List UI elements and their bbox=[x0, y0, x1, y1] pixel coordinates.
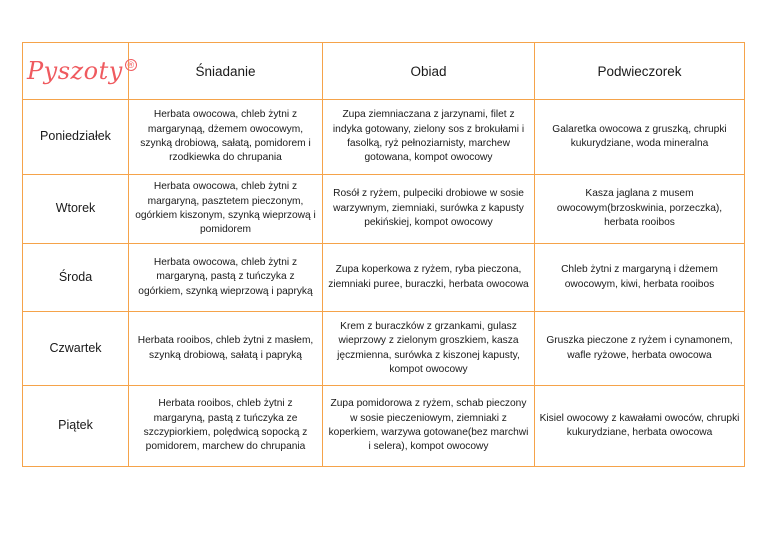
podwieczorek-cell: Gruszka pieczone z ryżem i cynamonem, wafle ryżowe, herbata owocowa bbox=[535, 312, 745, 386]
day-label: Czwartek bbox=[23, 312, 129, 386]
obiad-cell: Krem z buraczków z grzankami, gulasz wieprzowy z zielonym groszkiem, kasza jęczmienna, surówka z kiszonej kapusty, kompot owocowy bbox=[323, 312, 535, 386]
sniadanie-cell: Herbata rooibos, chleb żytni z margaryną, pastą z tuńczyka ze szczypiorkiem, polędwicą sopocką z pomidorem, marchew do chrupania bbox=[129, 386, 323, 467]
day-label: Poniedziałek bbox=[23, 100, 129, 175]
podwieczorek-cell: Chleb żytni z margaryną i dżemem owocowym, kiwi, herbata rooibos bbox=[535, 244, 745, 312]
table-row bbox=[23, 312, 745, 386]
podwieczorek-cell: Galaretka owocowa z gruszką, chrupki kukurydziane, woda mineralna bbox=[535, 100, 745, 175]
table-row bbox=[23, 386, 745, 467]
obiad-cell: Zupa koperkowa z ryżem, ryba pieczona, ziemniaki puree, buraczki, herbata owocowa bbox=[323, 244, 535, 312]
podwieczorek-cell: Kisiel owocowy z kawałami owoców, chrupki kukurydziane, herbata owocowa bbox=[535, 386, 745, 467]
sniadanie-cell: Herbata rooibos, chleb żytni z masłem, szynką drobiową, sałatą i papryką bbox=[129, 312, 323, 386]
registered-mark-icon: ® bbox=[125, 59, 137, 71]
table-row bbox=[23, 244, 745, 312]
podwieczorek-cell: Kasza jaglana z musem owocowym(brzoskwinia, porzeczka), herbata rooibos bbox=[535, 175, 745, 244]
day-label: Wtorek bbox=[23, 175, 129, 244]
brand-logo bbox=[27, 59, 137, 83]
logo-cell bbox=[23, 43, 135, 100]
table-row bbox=[23, 100, 745, 175]
obiad-cell: Rosół z ryżem, pulpeciki drobiowe w sosie warzywnym, ziemniaki, surówka z kapusty pekińskiej, kompot owocowy bbox=[323, 175, 535, 244]
column-header-obiad: Obiad bbox=[323, 43, 535, 100]
sniadanie-cell: Herbata owocowa, chleb żytni z margarynąą, dżemem owocowym, szynką drobiową, sałatą, pomidorem i rzodkiewka do chrupania bbox=[129, 100, 323, 175]
sniadanie-cell: Herbata owocowa, chleb żytni z margaryną, pastą z tuńczyka z ogórkiem, szynką wieprzową i papryką bbox=[129, 244, 323, 312]
obiad-cell: Zupa pomidorowa z ryżem, schab pieczony w sosie pieczeniowym, ziemniaki z koperkiem, warzywa gotowane(bez marchwi i selera), kompot owocowy bbox=[323, 386, 535, 467]
column-header-sniadanie: Śniadanie bbox=[129, 43, 323, 100]
logo-text: Pyszoty bbox=[27, 57, 123, 85]
table-row bbox=[23, 175, 745, 244]
obiad-cell: Zupa ziemniaczana z jarzynami, filet z indyka gotowany, zielony sos z brokułami i fasolką, ryż pełnoziarnisty, marchew gotowana, kompot owocowy bbox=[323, 100, 535, 175]
day-label: Piątek bbox=[23, 386, 129, 467]
day-label: Środa bbox=[23, 244, 129, 312]
header-row bbox=[23, 43, 745, 100]
menu-table bbox=[22, 42, 745, 467]
column-header-podwieczorek: Podwieczorek bbox=[535, 43, 745, 100]
sniadanie-cell: Herbata owocowa, chleb żytni z margaryną, pasztetem pieczonym, ogórkiem kiszonym, szynką wieprzową i pomidorem bbox=[129, 175, 323, 244]
